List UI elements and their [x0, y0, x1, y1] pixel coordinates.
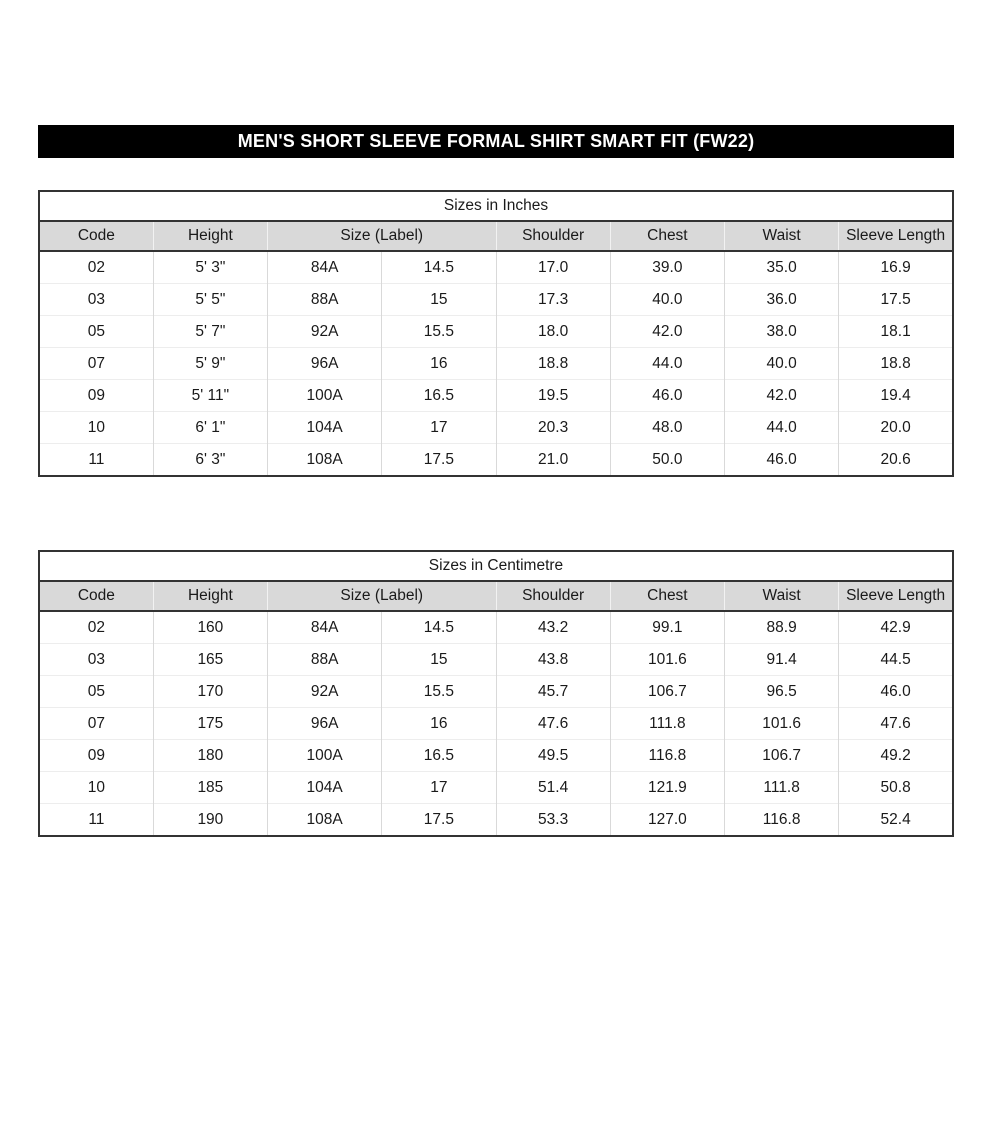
table-cell: 03 [39, 644, 153, 676]
product-title-bar [38, 125, 954, 158]
table-cell: 17.5 [382, 444, 496, 477]
sizes-in-inches-table [38, 190, 954, 477]
table-cell: 46.0 [839, 676, 953, 708]
table-cell: 14.5 [382, 611, 496, 644]
table-cell: 46.0 [610, 380, 724, 412]
table-cell: 43.8 [496, 644, 610, 676]
table-row [39, 251, 953, 284]
table-cell: 15 [382, 644, 496, 676]
table-cell: 104A [268, 772, 382, 804]
table-cell: 165 [153, 644, 267, 676]
table-cell: 07 [39, 348, 153, 380]
table-cell: 19.4 [839, 380, 953, 412]
column-header-sleeve-length: Sleeve Length [839, 221, 953, 251]
size-chart-page [38, 125, 954, 837]
column-header-row [39, 581, 953, 611]
column-header-waist: Waist [725, 581, 839, 611]
table-cell: 5' 7" [153, 316, 267, 348]
table-cell: 96A [268, 708, 382, 740]
table-cell: 10 [39, 412, 153, 444]
table-cell: 21.0 [496, 444, 610, 477]
column-header-waist: Waist [725, 221, 839, 251]
table-cell: 46.0 [725, 444, 839, 477]
table-cell: 43.2 [496, 611, 610, 644]
table-cell: 180 [153, 740, 267, 772]
table-cell: 185 [153, 772, 267, 804]
table-cell: 101.6 [610, 644, 724, 676]
table-cell: 5' 9" [153, 348, 267, 380]
table-cell: 106.7 [725, 740, 839, 772]
column-header-size-label: Size (Label) [268, 221, 497, 251]
table-cell: 100A [268, 740, 382, 772]
table-cell: 53.3 [496, 804, 610, 837]
table-cell: 11 [39, 444, 153, 477]
table-cell: 20.0 [839, 412, 953, 444]
column-header-chest: Chest [610, 221, 724, 251]
table-cell: 49.2 [839, 740, 953, 772]
table-cell: 92A [268, 316, 382, 348]
table-row [39, 444, 953, 477]
table-cell: 19.5 [496, 380, 610, 412]
table-cell: 99.1 [610, 611, 724, 644]
table-row [39, 348, 953, 380]
table-cell: 18.8 [496, 348, 610, 380]
table-cell: 100A [268, 380, 382, 412]
table-cell: 03 [39, 284, 153, 316]
centimetre-table-body [39, 611, 953, 836]
table-cell: 02 [87, 258, 105, 276]
table-cell: 18.0 [496, 316, 610, 348]
table-cell: 108A [268, 444, 382, 477]
table-row [39, 804, 953, 837]
page-title: MEN'S SHORT SLEEVE FORMAL SHIRT SMART FIT (FW22) [237, 131, 755, 151]
table-cell: 36.0 [725, 284, 839, 316]
table-row [39, 611, 953, 644]
table-row [39, 644, 953, 676]
table-cell: 10 [39, 772, 153, 804]
table-cell: 5' 3" [153, 251, 267, 284]
table-row [39, 316, 953, 348]
table-cell: 116.8 [610, 740, 724, 772]
table-cell: 44.5 [839, 644, 953, 676]
column-header-height: Height [153, 581, 267, 611]
column-header-height: Height [153, 221, 267, 251]
table-cell: 51.4 [496, 772, 610, 804]
table-row [39, 740, 953, 772]
table-cell: 88A [268, 644, 382, 676]
table-caption-row [39, 551, 953, 581]
table-cell: 92A [268, 676, 382, 708]
table-cell: 101.6 [725, 708, 839, 740]
table-cell: 09 [39, 380, 153, 412]
table-cell: 16.5 [382, 380, 496, 412]
table-cell: 05 [39, 676, 153, 708]
table-cell: 104A [268, 412, 382, 444]
table-cell: 15.5 [382, 316, 496, 348]
table-cell: 17.3 [496, 284, 610, 316]
table-cell: 02 [87, 618, 105, 636]
table-cell: 88A [268, 284, 382, 316]
table-cell: 38.0 [725, 316, 839, 348]
table-cell: 16 [382, 708, 496, 740]
table-cell: 121.9 [610, 772, 724, 804]
table-cell: 11 [39, 804, 153, 837]
column-header-shoulder: Shoulder [496, 221, 610, 251]
table-cell: 15.5 [382, 676, 496, 708]
table-cell: 88.9 [725, 611, 839, 644]
column-header-chest: Chest [610, 581, 724, 611]
table-cell: 127.0 [610, 804, 724, 837]
table-cell: 44.0 [725, 412, 839, 444]
table-cell: 96A [268, 348, 382, 380]
table-row [39, 772, 953, 804]
column-header-row [39, 221, 953, 251]
table-cell: 111.8 [610, 708, 724, 740]
table-cell: 111.8 [725, 772, 839, 804]
table-cell: 47.6 [839, 708, 953, 740]
table-cell: 20.6 [839, 444, 953, 477]
table-cell: 170 [153, 676, 267, 708]
table-cell: 05 [39, 316, 153, 348]
table-row [39, 676, 953, 708]
column-header-code: Code [39, 581, 153, 611]
table-caption-row [39, 191, 953, 221]
table-cell: 17 [382, 412, 496, 444]
table-cell: 39.0 [610, 251, 724, 284]
table-row [39, 412, 953, 444]
table-cell: 17.5 [382, 804, 496, 837]
table-cell: 50.8 [839, 772, 953, 804]
table-cell: 5' 11" [153, 380, 267, 412]
column-header-shoulder: Shoulder [496, 581, 610, 611]
table-cell: 17.0 [496, 251, 610, 284]
table-cell: 17 [382, 772, 496, 804]
table-cell: 96.5 [725, 676, 839, 708]
table-cell: 40.0 [725, 348, 839, 380]
table-cell: 190 [153, 804, 267, 837]
table-cell: 108A [268, 804, 382, 837]
table-cell: 18.8 [839, 348, 953, 380]
table-cell: 16 [382, 348, 496, 380]
table-cell: 84A [268, 251, 382, 284]
table-cell: 175 [153, 708, 267, 740]
table-cell: 17.5 [839, 284, 953, 316]
table-cell: 49.5 [496, 740, 610, 772]
table-cell: 16.9 [839, 251, 953, 284]
table-cell: 50.0 [610, 444, 724, 477]
table-cell: 6' 3" [153, 444, 267, 477]
table-cell: 42.0 [725, 380, 839, 412]
table-cell: 91.4 [725, 644, 839, 676]
table-cell: 5' 5" [153, 284, 267, 316]
table-caption: Sizes in Inches [39, 191, 953, 221]
table-cell: 35.0 [725, 251, 839, 284]
table-cell: 07 [39, 708, 153, 740]
table-cell: 48.0 [610, 412, 724, 444]
table-cell: 16.5 [382, 740, 496, 772]
table-cell: 42.0 [610, 316, 724, 348]
table-caption: Sizes in Centimetre [39, 551, 953, 581]
table-cell: 20.3 [496, 412, 610, 444]
table-cell: 47.6 [496, 708, 610, 740]
table-cell: 15 [382, 284, 496, 316]
table-cell: 18.1 [839, 316, 953, 348]
table-cell: 09 [39, 740, 153, 772]
table-cell: 42.9 [839, 611, 953, 644]
column-header-code: Code [39, 221, 153, 251]
table-cell: 84A [268, 611, 382, 644]
table-cell: 6' 1" [153, 412, 267, 444]
column-header-size-label: Size (Label) [268, 581, 497, 611]
table-cell: 40.0 [610, 284, 724, 316]
table-cell: 160 [153, 611, 267, 644]
table-cell: 45.7 [496, 676, 610, 708]
column-header-sleeve-length: Sleeve Length [839, 581, 953, 611]
table-cell: 14.5 [382, 251, 496, 284]
table-cell: 52.4 [839, 804, 953, 837]
sizes-in-centimetre-table [38, 550, 954, 837]
table-cell: 44.0 [610, 348, 724, 380]
table-row [39, 708, 953, 740]
table-cell: 116.8 [725, 804, 839, 837]
table-row [39, 380, 953, 412]
inches-table-body [39, 251, 953, 476]
table-cell: 106.7 [610, 676, 724, 708]
table-row [39, 284, 953, 316]
